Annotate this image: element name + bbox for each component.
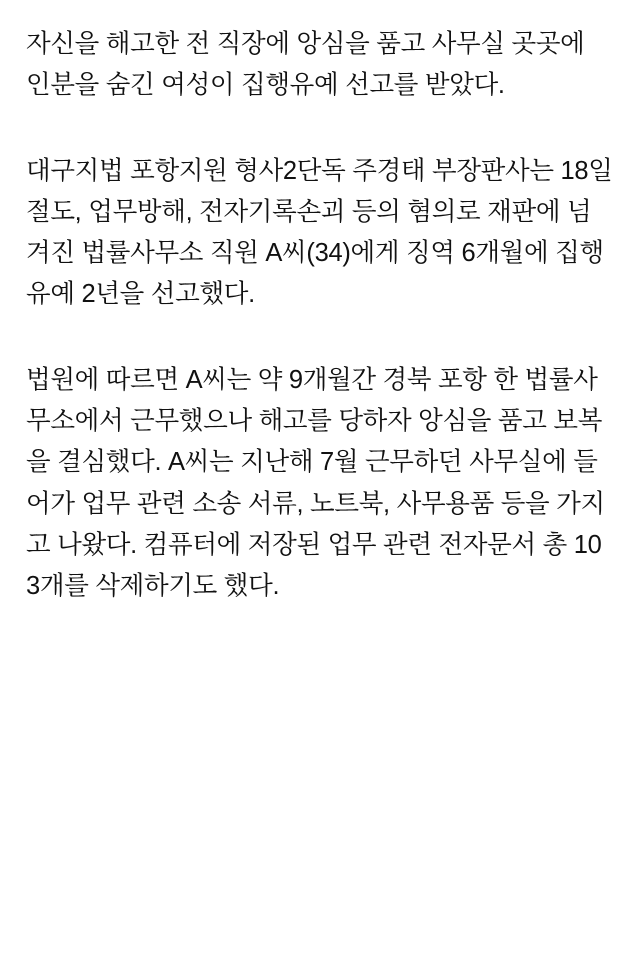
article-paragraph: 자신을 해고한 전 직장에 앙심을 품고 사무실 곳곳에 인분을 숨긴 여성이 집행유예 선고를 받았다. <box>26 30 585 100</box>
article-paragraph: 법원에 따르면 A씨는 약 9개월간 경북 포항 한 법률사무소에서 근무했으나 해고를 당하자 앙심을 품고 보복을 결심했다. A씨는 지난해 7월 근무하던 사무실에 들어가 업무 관련 소송 서류, 노트북, 사무용품 등을 가지고 나왔다. 컴퓨터에 저장된 업무 관련 전자문서 총 103개를 삭제하기도 했다. <box>26 365 605 601</box>
article-paragraph: 대구지법 포항지원 형사2단독 주경태 부장판사는 18일 절도, 업무방해, 전자기록손괴 등의 혐의로 재판에 넘겨진 법률사무소 직원 A씨(34)에게 징역 6개월에 집행유예 2년을 선고했다. <box>26 156 613 309</box>
